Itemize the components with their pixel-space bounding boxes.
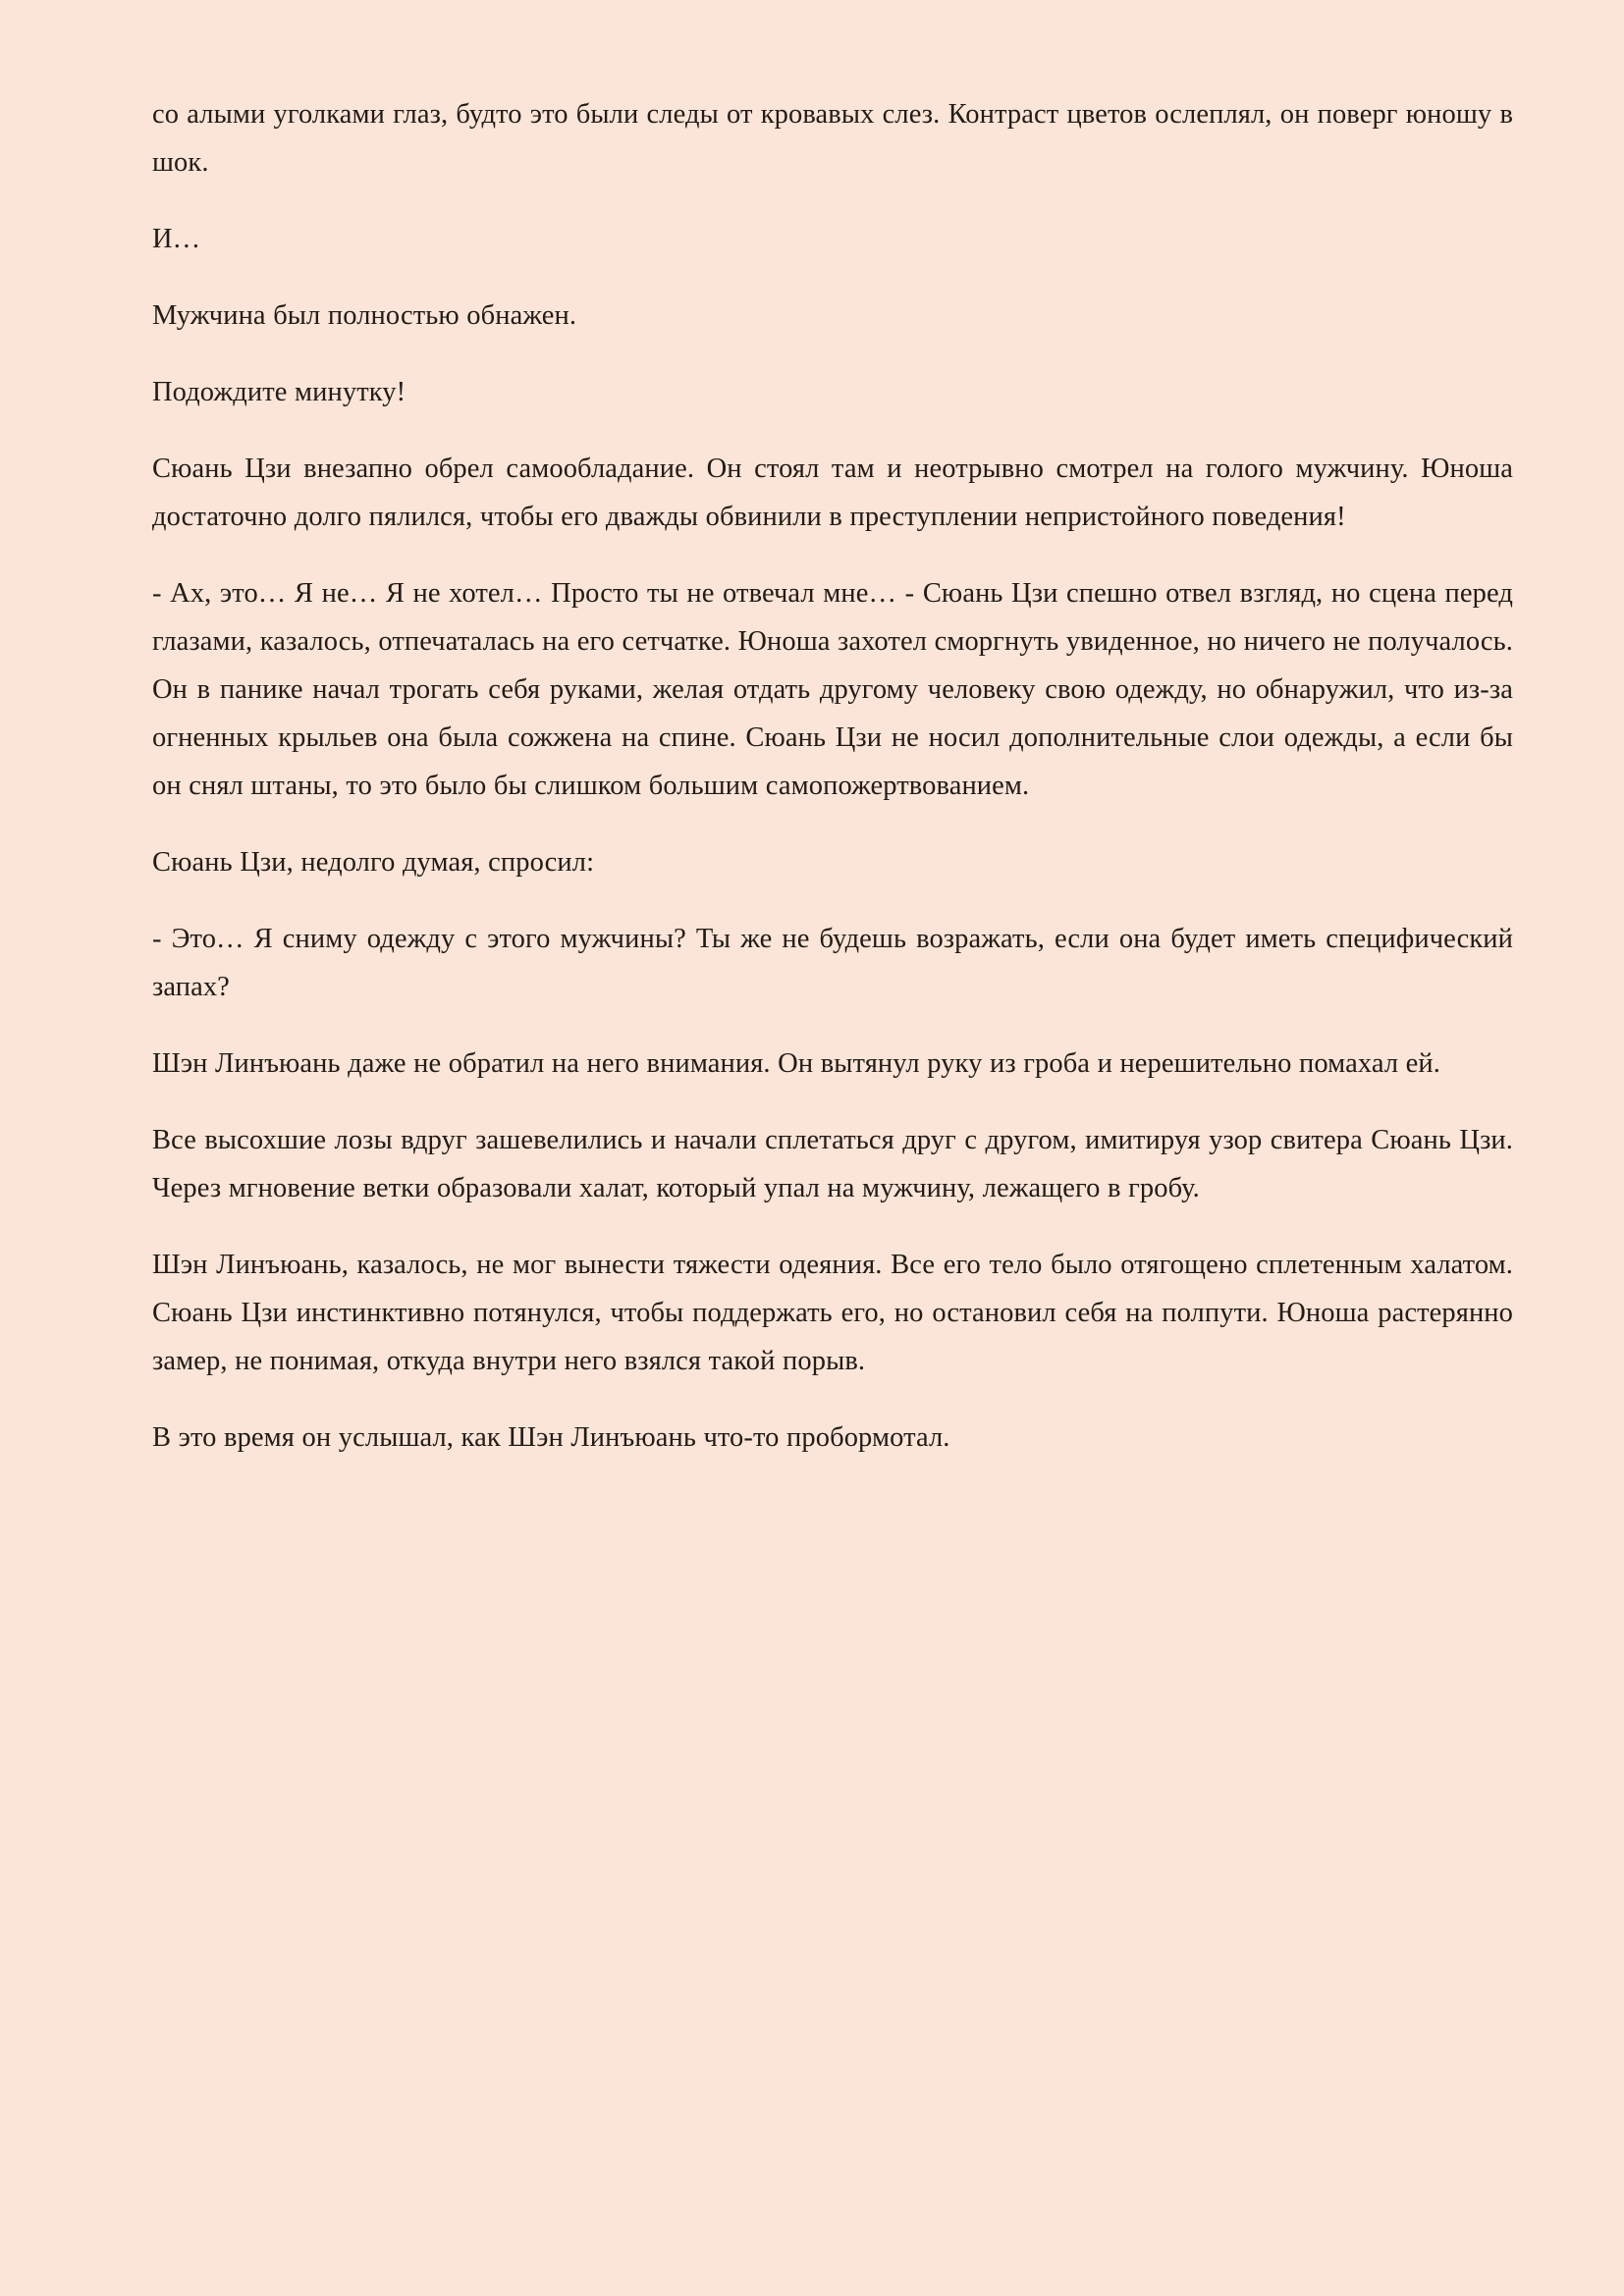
text-column	[152, 90, 1513, 1462]
paragraph: Сюань Цзи, недолго думая, спросил:	[152, 847, 595, 879]
paragraph: Подождите минутку!	[152, 377, 406, 408]
paragraph: Все высохшие лозы вдруг зашевелились и начали сплетаться друг с другом, имитируя узор свитера Сюань Цзи. Через мгновение ветки образовали халат, который упал на мужчину, лежащего в гробу.	[152, 1125, 1513, 1204]
paragraph: со алыми уголками глаз, будто это были следы от кровавых слез. Контраст цветов ослеплял, он поверг юношу в шок.	[152, 99, 1513, 179]
paragraph: И…	[152, 224, 201, 255]
paragraph: - Это… Я сниму одежду с этого мужчины? Ты же не будешь возражать, если она будет иметь специфический запах?	[152, 924, 1513, 1003]
paragraph: Мужчина был полностью обнажен.	[152, 300, 577, 332]
paragraph: Шэн Линъюань даже не обратил на него внимания. Он вытянул руку из гроба и нерешительно помахал ей.	[152, 1048, 1440, 1080]
paragraph: В это время он услышал, как Шэн Линъюань что-то пробормотал.	[152, 1422, 950, 1454]
paragraph: Шэн Линъюань, казалось, не мог вынести тяжести одеяния. Все его тело было отягощено сплетенным халатом. Сюань Цзи инстинктивно потянулся, чтобы поддержать его, но остановил себя на полпути. Юноша растерянно замер, не понимая, откуда внутри него взялся такой порыв.	[152, 1250, 1513, 1377]
paragraph: Сюань Цзи внезапно обрел самообладание. Он стоял там и неотрывно смотрел на голого мужчину. Юноша достаточно долго пялился, чтобы его дважды обвинили в преступлении непристойного поведения!	[152, 454, 1513, 533]
paragraph: - Ах, это… Я не… Я не хотел… Просто ты не отвечал мне… - Сюань Цзи спешно отвел взгляд, но сцена перед глазами, казалось, отпечаталась на его сетчатке. Юноша захотел сморгнуть увиденное, но ничего не получалось. Он в панике начал трогать себя руками, желая отдать другому человеку свою одежду, но обнаружил, что из-за огненных крыльев она была сожжена на спине. Сюань Цзи не носил дополнительные слои одежды, а если бы он снял штаны, то это было бы слишком большим самопожертвованием.	[152, 578, 1513, 802]
